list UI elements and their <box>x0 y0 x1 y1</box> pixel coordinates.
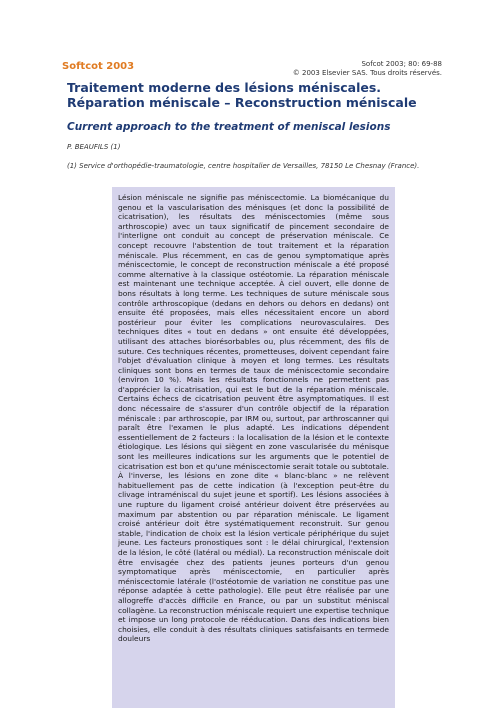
abstract-box <box>112 187 395 708</box>
author-affiliation: (1) Service d'orthopédie-traumatologie, centre hospitalier de Versailles, 78150 Le Chesnay (France). <box>67 162 420 170</box>
journal-name: Softcot 2003 <box>62 61 135 72</box>
author-line: P. BEAUFILS (1) <box>67 143 121 151</box>
abstract-text: Lésion méniscale ne signifie pas méniscectomie. La biomécanique du genou et la vascularisation des ménisques (et donc la possibilité de cicatrisation), les résultats des méniscectomies (même sous arthroscopie) avec un taux significatif de pincement secondaire de l'interligne ont conduit au concept de préservation méniscale. Ce concept recouvre l'abstention de tout traitement et la réparation méniscale. Plus récemment, en cas de genou symptomatique après méniscectomie, le concept de reconstruction méniscale a été proposé comme alternative à la classique ostéotomie. La réparation méniscale est maintenant une technique acceptée. À ciel ouvert, elle donne de bons résultats à long terme. Les techniques de suture méniscale sous contrôle arthroscopique (dedans en dehors ou dehors en dedans) ont ensuite été proposées, mais elles nécessitaient encore un abord postérieur pour éviter les complications neurovasculaires. Des techniques dites « tout en dedans » ont ensuite été développées, utilisant des attaches biorésorbables ou, plus récemment, des fils de suture. Ces techniques récentes, prometteuses, doivent cependant faire l'objet d'évaluation clinique à moyen et long termes. Les résultats cliniques sont bons en termes de taux de méniscectomie secondaire (environ 10 %). Mais les résultats fonctionnels ne permettent pas d'apprécier la cicatrisation, qui est le but de la réparation méniscale. Certains échecs de cicatrisation peuvent être asymptomatiques. Il est donc nécessaire de s'assurer d'un contrôle objectif de la réparation méniscale : par arthroscopie, par IRM ou, surtout, par arthroscanner qui paraît être l'examen le plus adapté. Les indications dépendent essentiellement de 2 facteurs : la localisation de la lésion et le contexte étiologique. Les lésions qui siègent en zone vascularisée du ménisque sont les meilleures indications sur les arguments que le potentiel de cicatrisation est bon et qu'une méniscectomie serait totale ou subtotale. À l'inverse, les lésions en zone dite « blanc-blanc » ne relèvent habituellement pas de cette indication (à l'exception peut-être du clivage intraméniscal du sujet jeune et sportif). Les lésions associées à une rupture du ligament croisé antérieur doivent être préservées au maximum par abstention ou par réparation méniscale. Le ligament croisé antérieur doit être systématiquement reconstruit. Sur genou stable, l'indication de choix est la lésion verticale périphérique du sujet jeune. Les facteurs pronostiques sont : le délai chirurgical, l'extension de la lésion, le côté (latéral ou médial). La reconstruction méniscale doit être envisagée chez des patients jeunes porteurs d'un genou symptomatique après méniscectomie, en particulier après méniscectomie latérale (l'ostéotomie de variation ne constitue pas une réponse adaptée à cette pathologie). Elle peut être réalisée par une allogreffe d'accès difficile en France, ou par un substitut méniscal collagène. La reconstruction méniscale requiert une expertise technique et impose un long protocole de rééducation. Dans des indications bien choisies, elle conduit à des résultats cliniques satisfaisants en termede douleurs <box>118 193 389 644</box>
copyright-notice: © 2003 Elsevier SAS. Tous droits réservés. <box>292 69 442 77</box>
citation-reference: Sofcot 2003; 80: 69-88 <box>361 60 442 68</box>
citation-block <box>293 60 442 78</box>
article-title-english: Current approach to the treatment of meniscal lesions <box>67 121 391 133</box>
article-title: Traitement moderne des lésions méniscales. Réparation méniscale – Reconstruction méniscale <box>67 80 417 110</box>
